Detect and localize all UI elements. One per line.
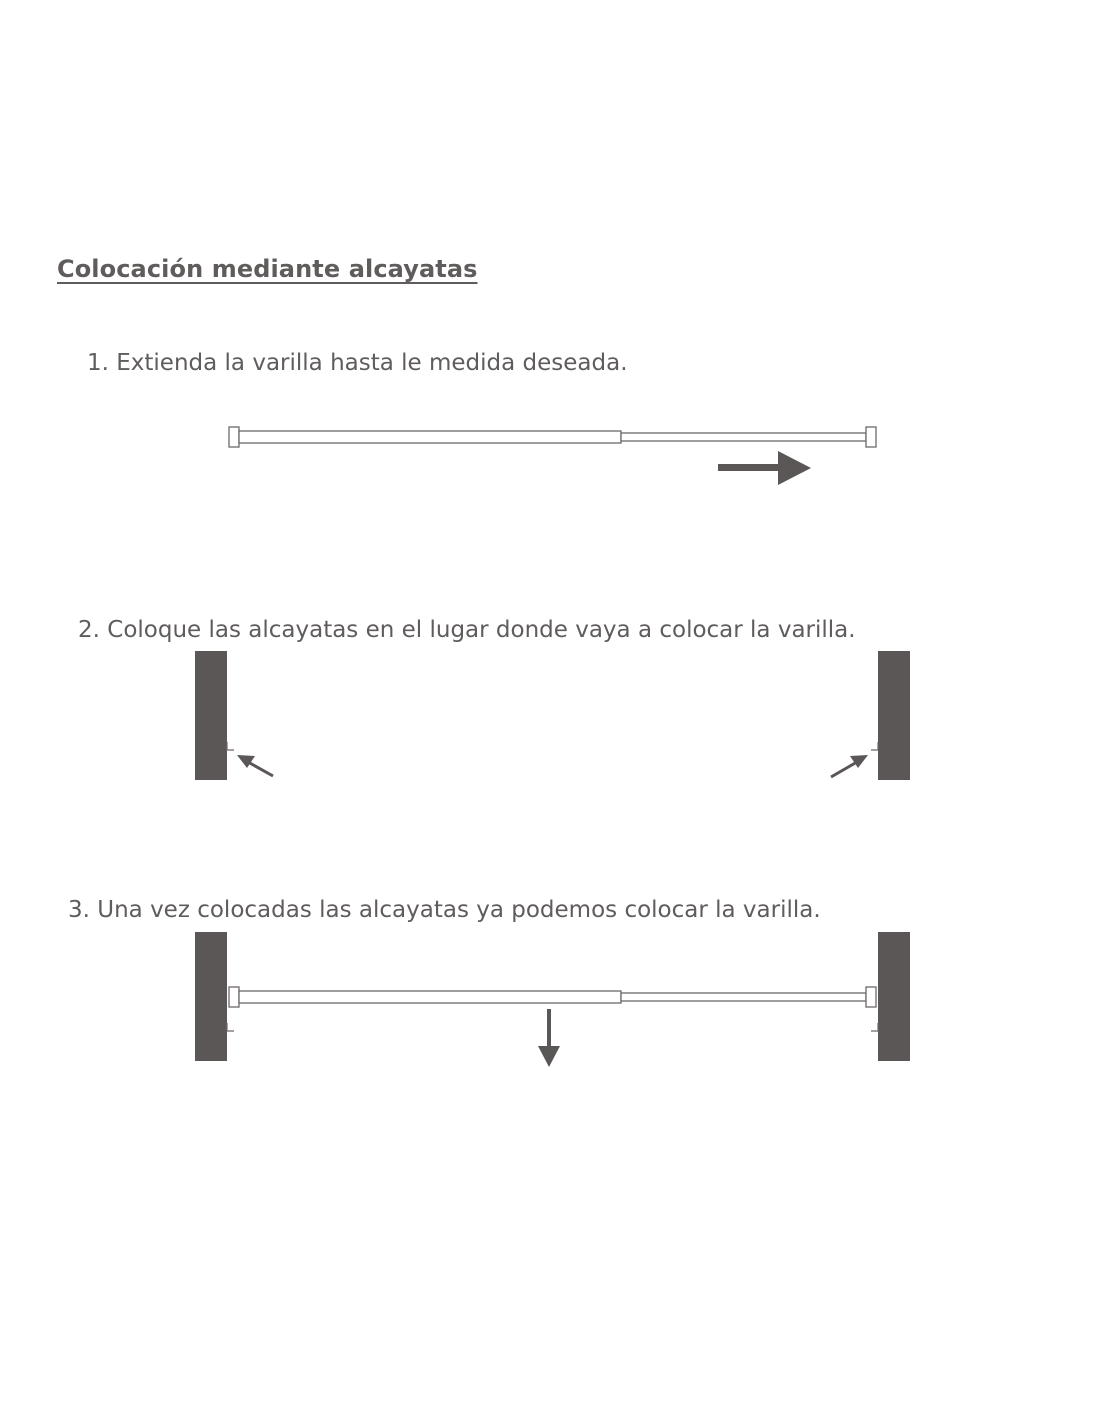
page-title: Colocación mediante alcayatas: [57, 255, 478, 283]
rod-end-cap-right: [866, 427, 876, 447]
rod-outer-tube: [239, 991, 621, 1003]
arrow-down-icon: [538, 1009, 560, 1067]
arrow-diagonal-icon: [831, 755, 868, 777]
rod-inner-tube: [621, 433, 866, 441]
step-2-text: 2. Coloque las alcayatas en el lugar donde vaya a colocar la varilla.: [78, 617, 856, 643]
hook-left: [227, 1023, 234, 1031]
hook-right: [871, 1023, 878, 1031]
rod-outer-tube: [239, 431, 621, 443]
arrow-right-icon: [718, 451, 811, 485]
wall-left: [195, 932, 227, 1061]
step-3-figure: [195, 932, 910, 1067]
wall-left: [195, 651, 227, 780]
rod-end-cap-left: [229, 427, 239, 447]
wall-right: [878, 651, 910, 780]
hook-right: [871, 742, 878, 750]
extendable-rod: [229, 987, 876, 1007]
extendable-rod: [229, 427, 876, 447]
step-3-text: 3. Una vez colocadas las alcayatas ya podemos colocar la varilla.: [68, 897, 821, 923]
rod-end-cap-left: [229, 987, 239, 1007]
hook-left: [227, 742, 234, 750]
rod-end-cap-right: [866, 987, 876, 1007]
step-1-text: 1. Extienda la varilla hasta le medida deseada.: [87, 350, 628, 376]
arrow-diagonal-icon: [237, 755, 273, 776]
step-2-figure: [195, 651, 910, 780]
wall-right: [878, 932, 910, 1061]
step-1-figure: [229, 427, 876, 485]
rod-inner-tube: [621, 993, 866, 1001]
